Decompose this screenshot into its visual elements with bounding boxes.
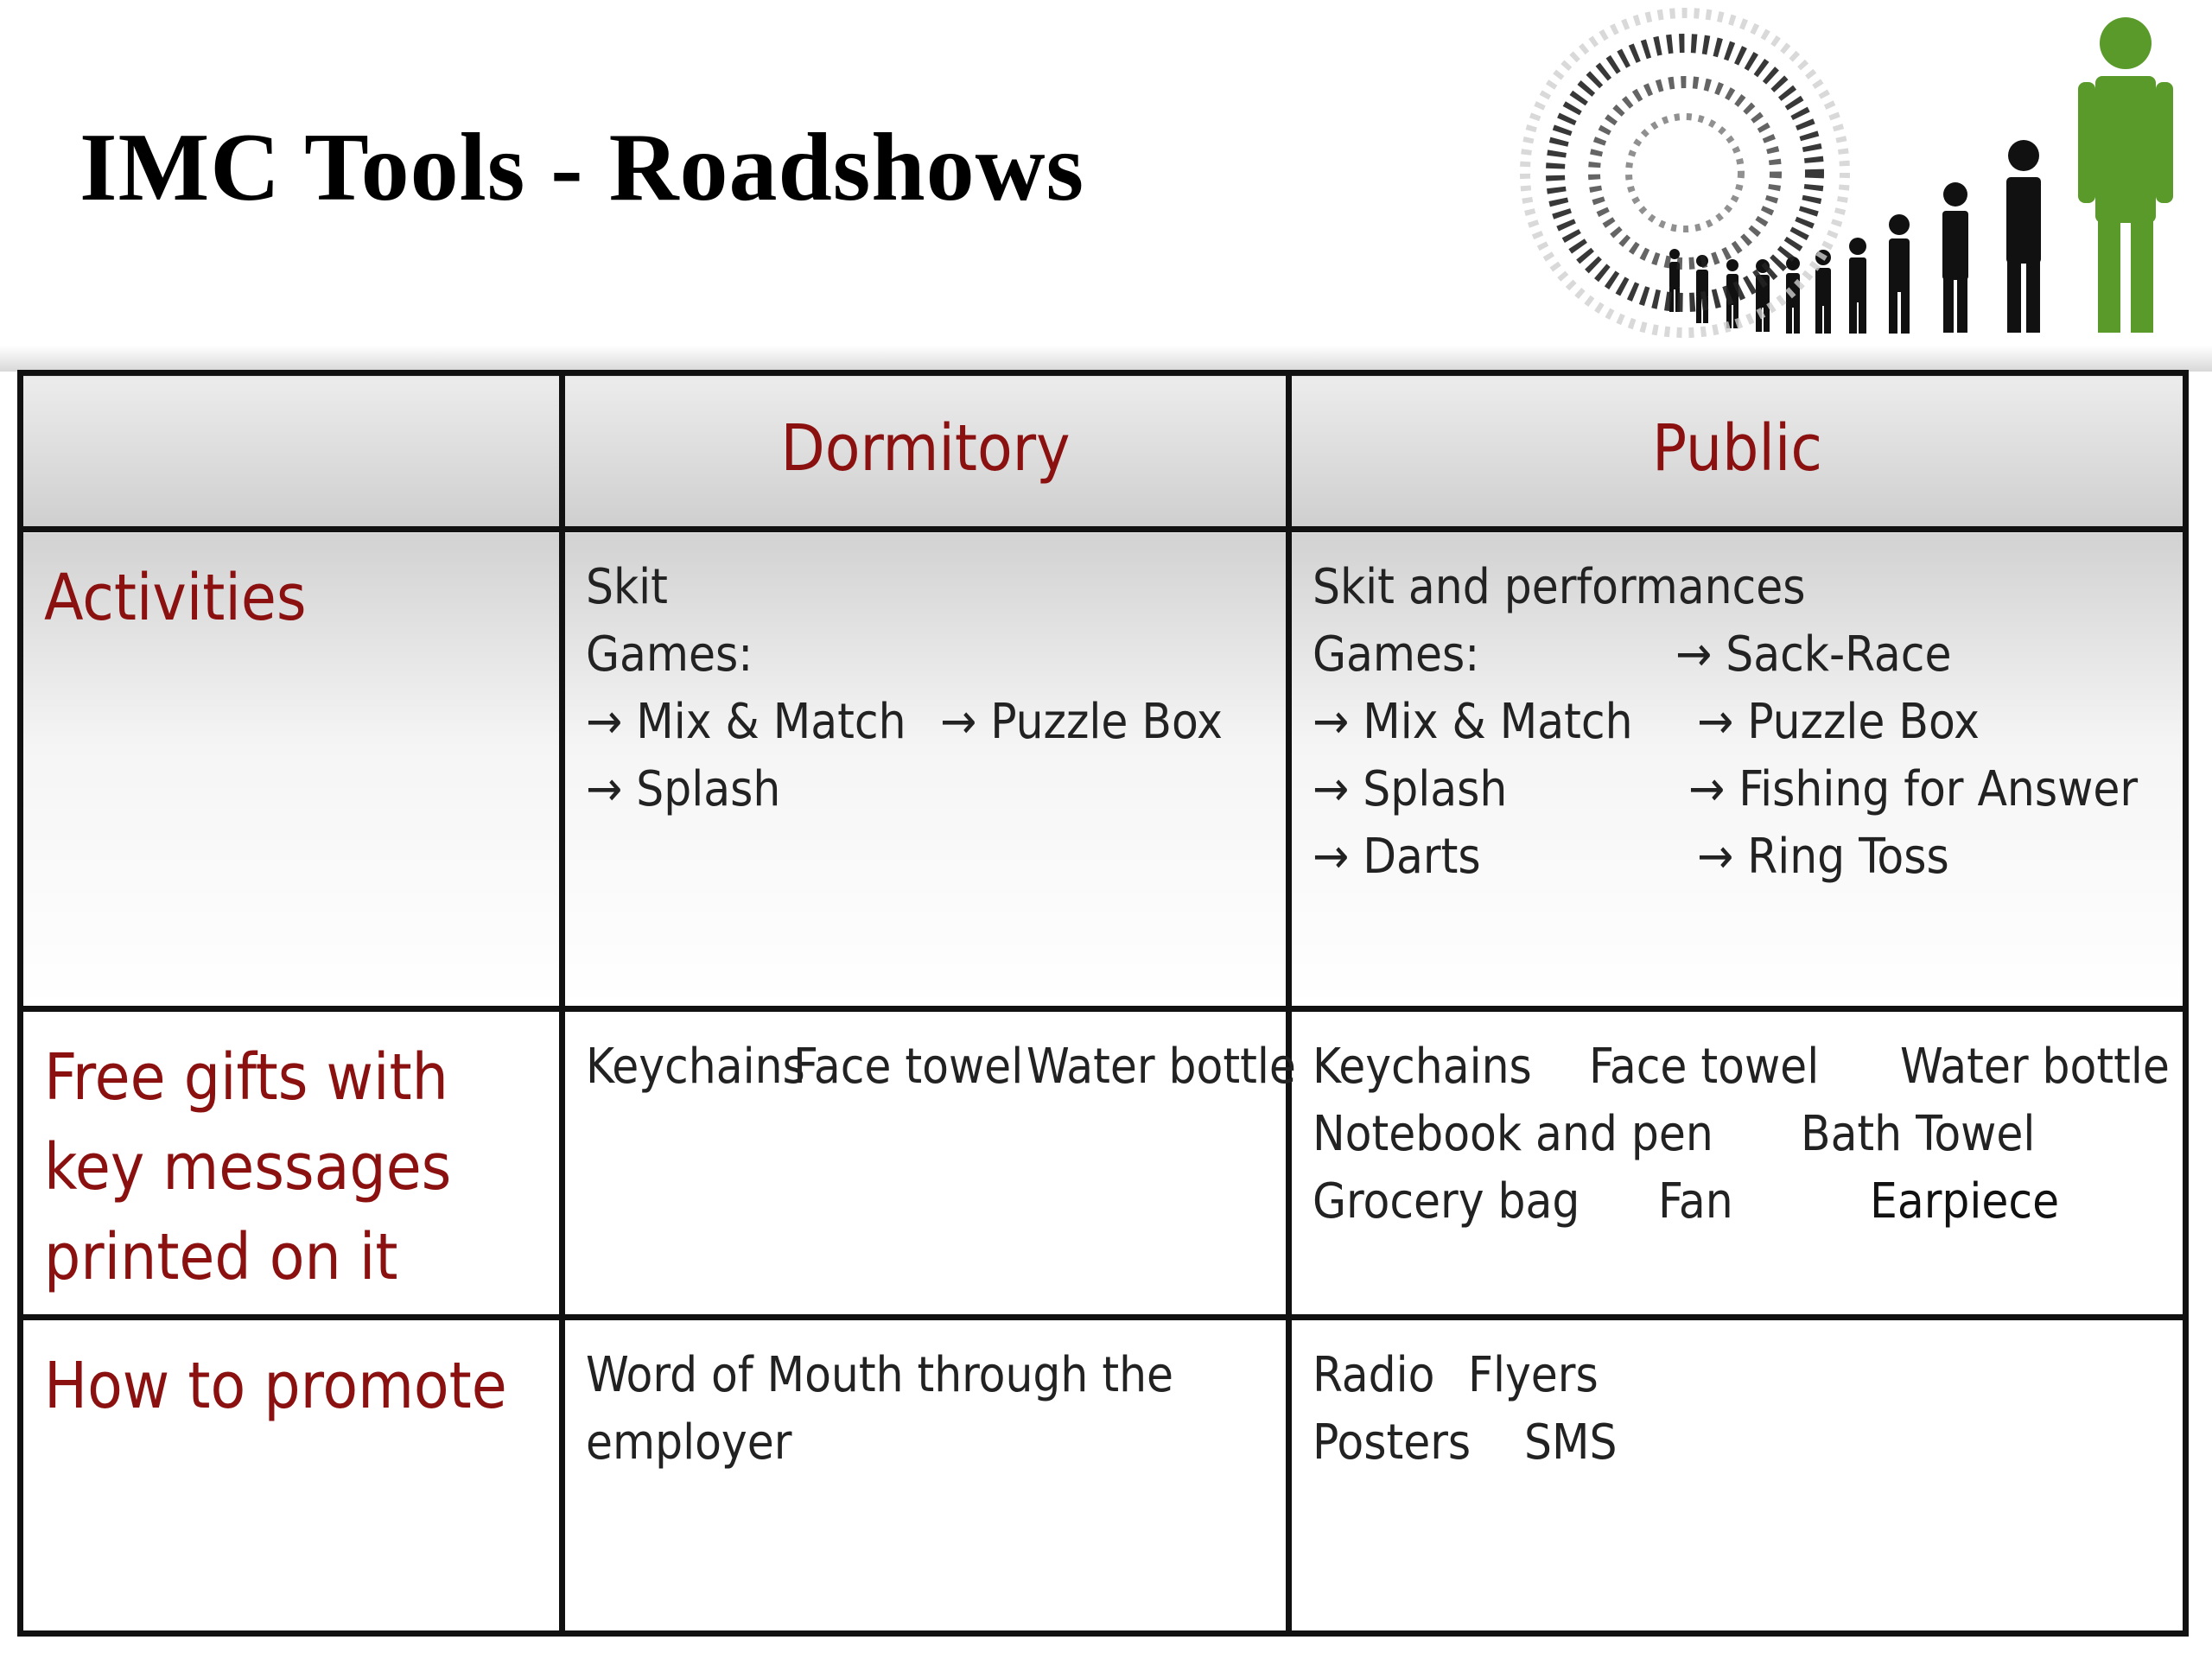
header-cell-empty bbox=[21, 373, 563, 530]
roadshow-table bbox=[17, 370, 2189, 1637]
table-header-row bbox=[21, 373, 2186, 530]
header-cell-public bbox=[1289, 373, 2186, 530]
cell-line: → Mix & Match → Puzzle Box bbox=[586, 694, 1223, 751]
row-label-activities: Activities bbox=[44, 561, 307, 636]
row-label-how-to-promote: How to promote bbox=[44, 1349, 507, 1424]
cell-line: → Splash → Fishing for Answer bbox=[1313, 761, 2139, 818]
table-row bbox=[21, 1318, 2186, 1634]
spiral-icon bbox=[1525, 13, 1845, 333]
page-title: IMC Tools - Roadshows bbox=[79, 114, 1085, 221]
cell-line: Skit bbox=[586, 559, 668, 616]
row-label-cell bbox=[21, 1318, 563, 1634]
dormitory-gifts-cell bbox=[563, 1008, 1296, 1318]
cell-line: Posters SMS bbox=[1313, 1414, 1618, 1471]
header-band bbox=[0, 346, 2212, 372]
people-row-icon bbox=[1669, 140, 2041, 334]
dormitory-activities-cell bbox=[563, 530, 1289, 1008]
cell-line: Radio Flyers bbox=[1313, 1347, 1599, 1404]
people-spiral-logo bbox=[1400, 0, 2212, 354]
cell-line: Notebook and pen Bath Towel bbox=[1313, 1105, 2036, 1162]
cell-line: Keychains Face towel Water bottle bbox=[586, 1038, 1296, 1095]
row-label-free-gifts: Free gifts with key messages printed on it bbox=[44, 1039, 452, 1294]
cell-line: Grocery bag Fan Earpiece bbox=[1313, 1173, 2060, 1230]
cell-line: → Darts → Ring Toss bbox=[1313, 829, 1949, 886]
cell-line: Games: → Sack-Race bbox=[1313, 626, 1952, 683]
cell-line: Games: bbox=[586, 626, 753, 683]
public-activities-cell bbox=[1289, 530, 2186, 1008]
person-icon bbox=[2078, 17, 2173, 333]
header-dormitory: Dormitory bbox=[780, 410, 1071, 486]
cell-line: → Mix & Match → Puzzle Box bbox=[1313, 694, 1980, 751]
header-cell-dormitory bbox=[563, 373, 1289, 530]
row-label-cell bbox=[21, 530, 563, 1008]
cell-line: → Splash bbox=[586, 761, 781, 818]
cell-line: Skit and performances bbox=[1313, 559, 1806, 616]
cell-line: Keychains Face towel Water bottle bbox=[1313, 1038, 2170, 1095]
public-promote-cell bbox=[1289, 1318, 2186, 1634]
table-row bbox=[21, 530, 2186, 1008]
cell-line: employer bbox=[586, 1414, 792, 1471]
cell-line: Word of Mouth through the bbox=[586, 1347, 1174, 1404]
row-label-cell bbox=[21, 1008, 563, 1318]
public-gifts-cell bbox=[1289, 1008, 2186, 1318]
header-public: Public bbox=[1652, 410, 1822, 486]
table-row bbox=[21, 1008, 2186, 1318]
dormitory-promote-cell bbox=[563, 1318, 1289, 1634]
